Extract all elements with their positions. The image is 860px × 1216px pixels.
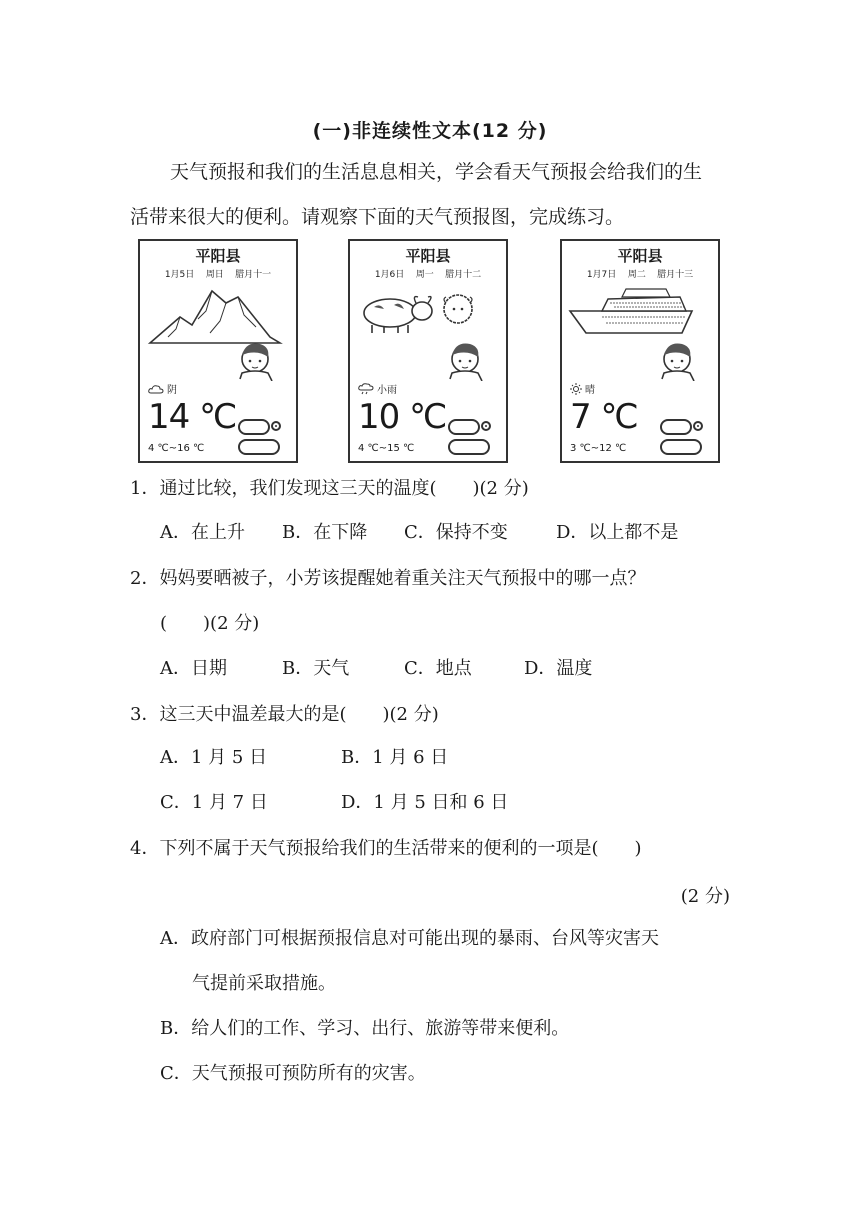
intro-line-1: 天气预报和我们的生活息息相关，学会看天气预报会给我们的生: [170, 161, 703, 183]
weather-card-1: [138, 239, 298, 463]
card-range: 4 ℃~16 ℃: [148, 443, 205, 454]
card-range: 4 ℃~15 ℃: [358, 443, 415, 454]
q2-option-d[interactable]: D．温度: [524, 658, 593, 679]
q1-option-c[interactable]: C．保持不变: [404, 522, 508, 543]
weather-card-3: [560, 239, 720, 463]
card-place: 平阳县: [195, 247, 241, 265]
q4-option-a[interactable]: A．政府部门可根据预报信息对可能出现的暴雨、台风等灾害天: [160, 928, 659, 949]
q2-option-c[interactable]: C．地点: [404, 658, 472, 679]
question-1-stem: 1．通过比较，我们发现这三天的温度( )(2 分): [130, 478, 529, 499]
boy-icon: [450, 343, 482, 381]
card-range: 3 ℃~12 ℃: [570, 443, 627, 454]
q4-option-a-cont: 气提前采取措施。: [192, 973, 336, 994]
q3-option-c[interactable]: C．1 月 7 日: [160, 792, 268, 813]
question-4-stem: 4．下列不属于天气预报给我们的生活带来的便利的一项是( ): [130, 838, 642, 859]
boy-icon: [240, 343, 272, 381]
question-2-stem-cont: ( )(2 分): [160, 613, 260, 634]
toggle-pill: [448, 419, 480, 435]
q3-option-b[interactable]: B．1 月 6 日: [341, 747, 449, 768]
button-pill: [448, 439, 490, 455]
card-date: 1月5日 周日 腊月十一: [164, 270, 272, 280]
q3-option-d[interactable]: D．1 月 5 日和 6 日: [341, 792, 509, 813]
q4-option-c[interactable]: C．天气预报可预防所有的灾害。: [160, 1063, 426, 1084]
radio-dot: [693, 421, 703, 431]
card-temperature: 10 ℃: [358, 397, 447, 437]
card-date: 1月6日 周一 腊月十二: [374, 270, 482, 280]
card-date: 1月7日 周二 腊月十三: [586, 270, 694, 280]
ox-icon: [364, 297, 432, 333]
button-pill: [660, 439, 702, 455]
card-temperature: 14 ℃: [148, 397, 237, 437]
q1-option-a[interactable]: A．在上升: [160, 522, 245, 543]
question-3-stem: 3．这三天中温差最大的是( )(2 分): [130, 704, 439, 725]
toggle-pill: [238, 419, 270, 435]
radio-dot: [271, 421, 281, 431]
q2-option-a[interactable]: A．日期: [160, 658, 227, 679]
q3-option-a[interactable]: A．1 月 5 日: [160, 747, 268, 768]
cloud-icon: [148, 384, 164, 394]
card-weather: 晴: [570, 381, 595, 396]
card-weather: 小雨: [358, 381, 397, 396]
card-weather: 阴: [148, 381, 177, 396]
card-place: 平阳县: [617, 247, 663, 265]
mountain-illustration: [140, 281, 296, 381]
q1-option-b[interactable]: B．在下降: [282, 522, 368, 543]
ship-illustration: [562, 281, 718, 381]
intro-line-2: 活带来很大的便利。请观察下面的天气预报图，完成练习。: [130, 206, 625, 228]
q1-option-d[interactable]: D．以上都不是: [556, 522, 679, 543]
button-pill: [238, 439, 280, 455]
rain-cloud-icon: [358, 383, 374, 395]
radio-dot: [481, 421, 491, 431]
q2-option-b[interactable]: B．天气: [282, 658, 350, 679]
toggle-pill: [660, 419, 692, 435]
boy-icon: [662, 343, 694, 381]
section-title: (一)非连续性文本(12 分): [312, 120, 548, 142]
ox-and-sheep-illustration: [350, 281, 506, 381]
sun-icon: [570, 383, 582, 395]
weather-cards: [138, 239, 728, 465]
q4-score: (2 分): [680, 886, 730, 907]
sheep-icon: [444, 295, 472, 323]
question-2-stem: 2．妈妈要晒被子，小芳该提醒她着重关注天气预报中的哪一点？: [130, 568, 646, 589]
weather-card-2: [348, 239, 508, 463]
card-temperature: 7 ℃: [570, 397, 638, 437]
q4-option-b[interactable]: B．给人们的工作、学习、出行、旅游等带来便利。: [160, 1018, 570, 1039]
card-place: 平阳县: [405, 247, 451, 265]
